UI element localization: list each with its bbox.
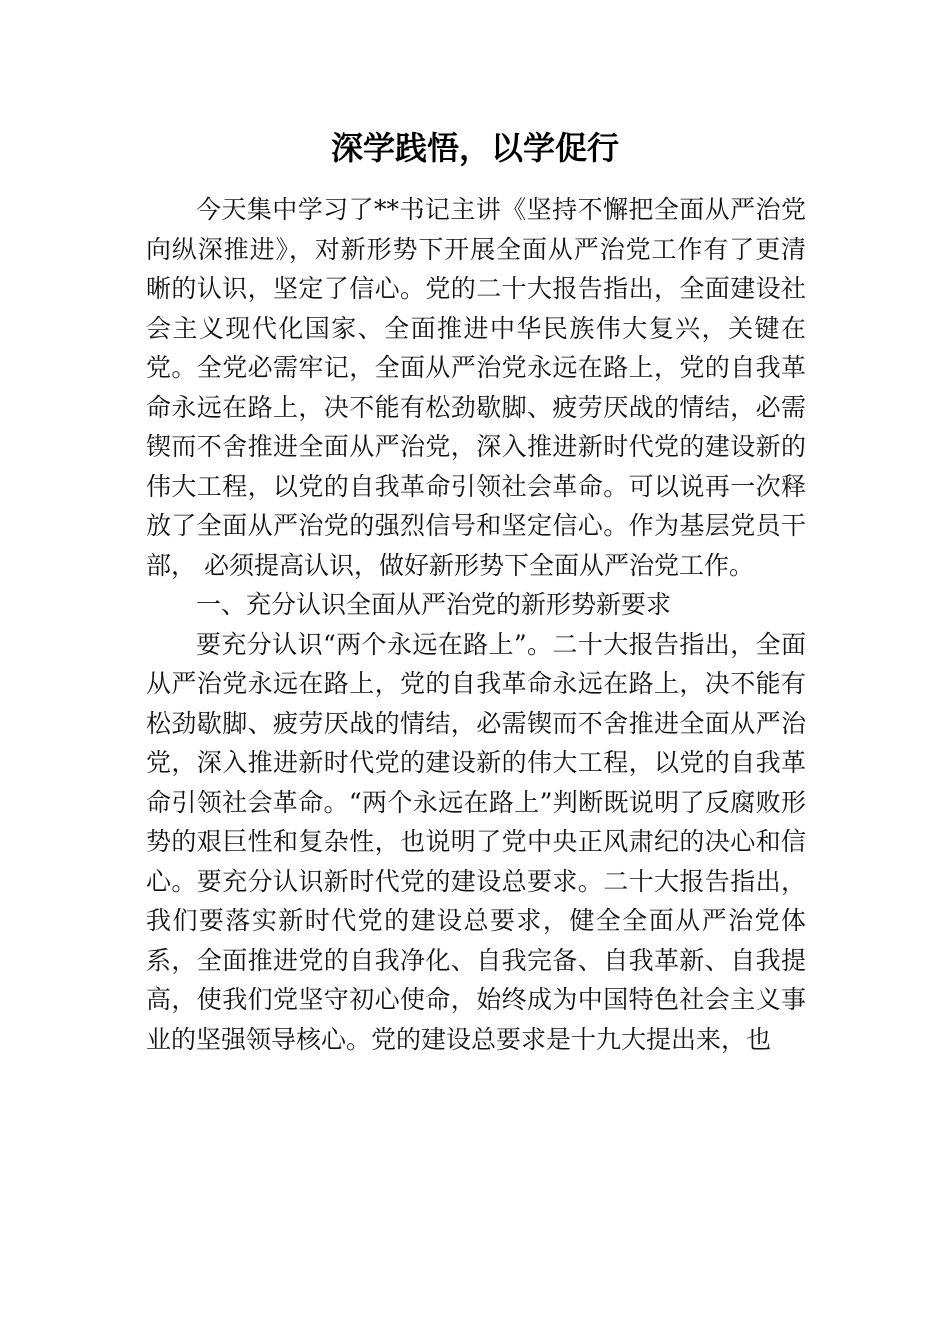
section-heading: 一、充分认识全面从严治党的新形势新要求	[196, 590, 672, 619]
paragraph-section-one: 要充分认识“两个永远在路上”。二十大报告指出，全面从严治党永远在路上，党的自我革命永远在路上，决不能有松劲歇脚、疲劳厌战的情结，必需锲而不舍推进全面从严治党，深入推进新时代党的建设新的伟大工程，以党的自我革命引领社会革命。“两个永远在路上”判断既说明了反腐败形势的艰巨性和复杂性，也说明了党中央正风肃纪的决心和信心。要充分认识新时代党的建设总要求。二十大报告指出，我们要落实新时代党的建设总要求，健全全面从严治党体系，全面推进党的自我净化、自我完备、自我革新、自我提高，使我们党坚守初心使命，始终成为中国特色社会主义事业的坚强领导核心。党的建设总要求是十九大提出来，也	[146, 629, 806, 1054]
paragraph-intro: 今天集中学习了**书记主讲《坚持不懈把全面从严治党向纵深推进》，对新形势下开展全面从严治党工作有了更清晰的认识，坚定了信心。党的二十大报告指出，全面建设社会主义现代化国家、全面推进中华民族伟大复兴，关键在党。全党必需牢记，全面从严治党永远在路上，党的自我革命永远在路上，决不能有松劲歇脚、疲劳厌战的情结，必需锲而不舍推进全面从严治党，深入推进新时代党的建设新的伟大工程，以党的自我革命引领社会革命。可以说再一次释放了全面从严治党的强烈信号和坚定信心。作为基层党员干部， 必须提高认识，做好新形势下全面从严治党工作。	[146, 195, 806, 580]
document-title: 深学践悟，以学促行	[330, 129, 619, 167]
document-body	[146, 190, 806, 1059]
